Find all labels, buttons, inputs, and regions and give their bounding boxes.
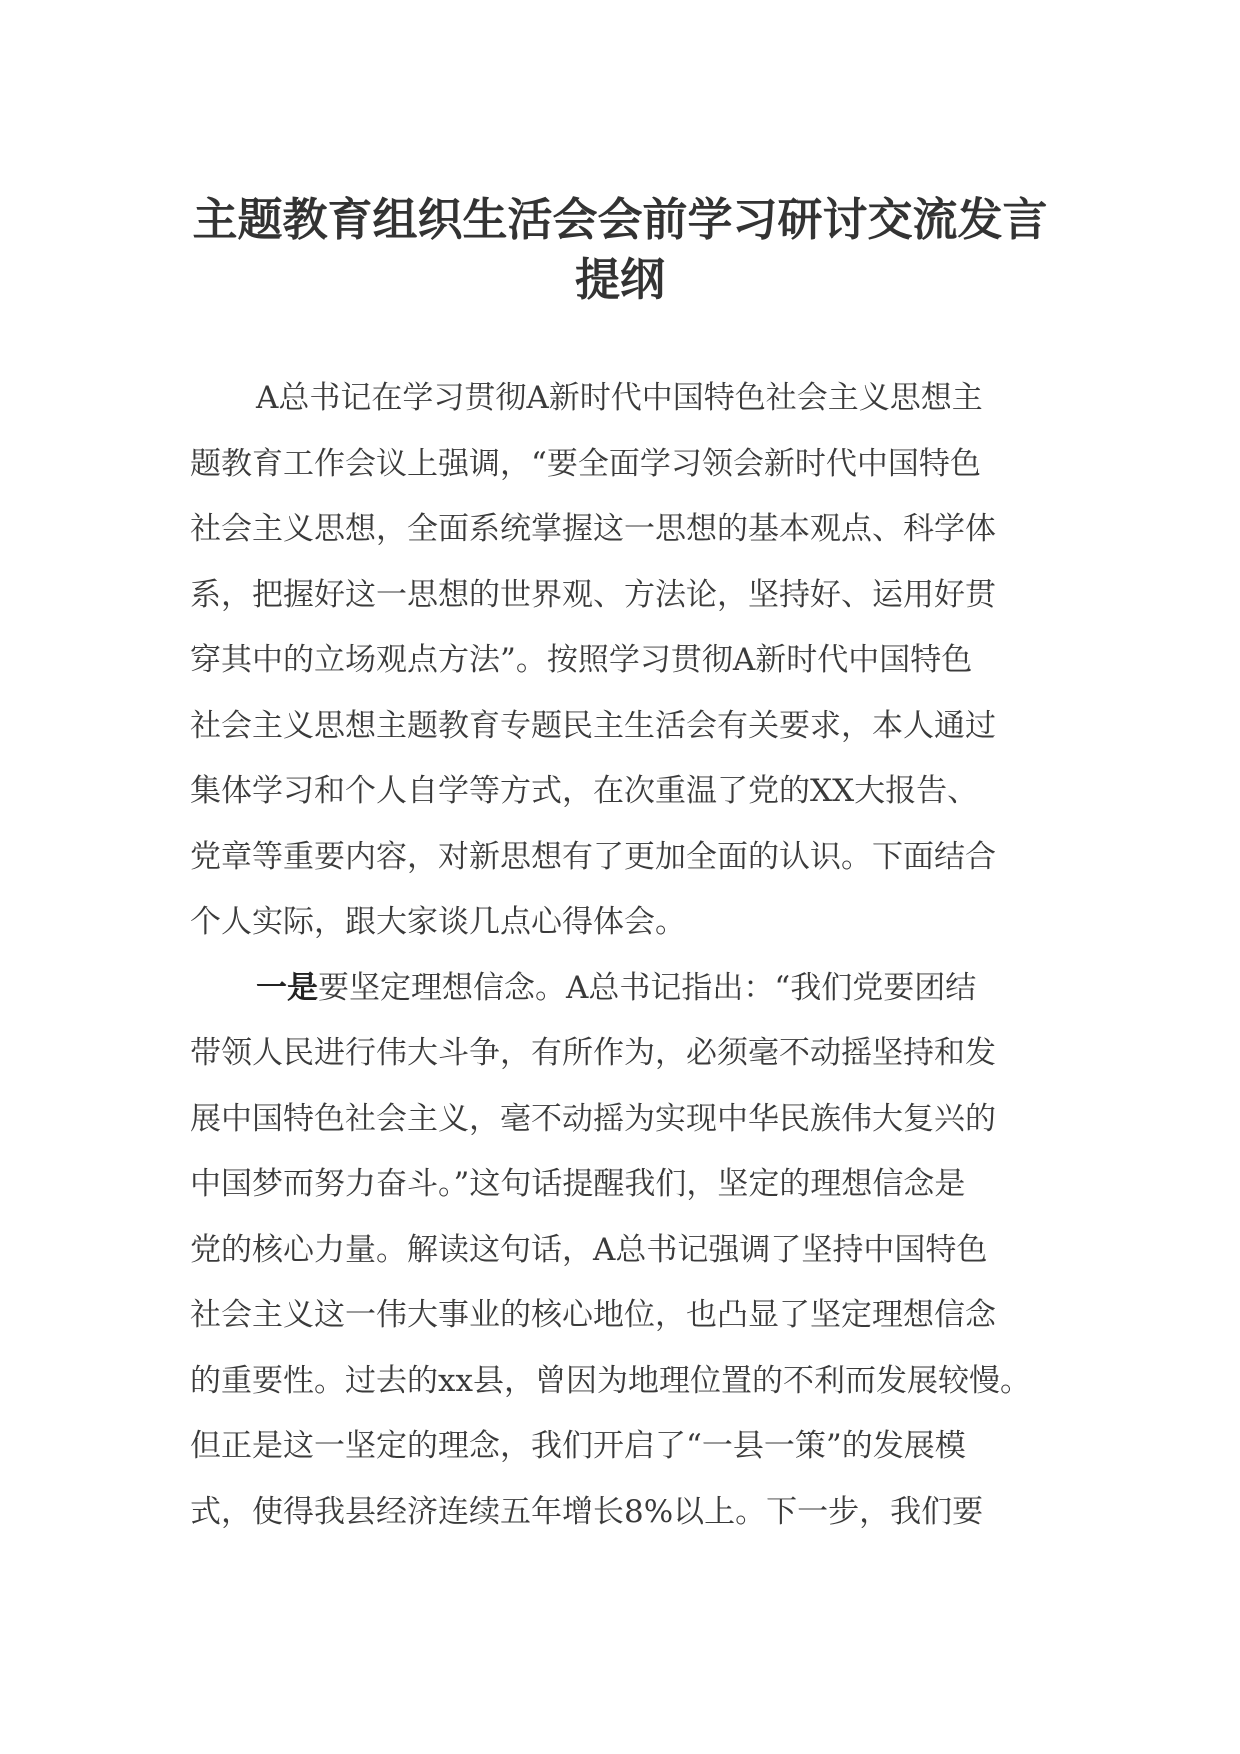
title-line-2: 提纲 xyxy=(574,253,665,306)
document-body xyxy=(190,366,1080,1545)
title-line-1: 主题教育组织生活会会前学习研讨交流发言 xyxy=(192,193,1048,246)
paragraph-line: 带领人民进行伟大斗争，有所作为，必须毫不动摇坚持和发 xyxy=(190,1035,996,1071)
paragraph-line: 党章等重要内容，对新思想有了更加全面的认识。下面结合 xyxy=(190,838,996,875)
paragraph-point-one xyxy=(190,956,1080,1546)
paragraph-line: A总书记在学习贯彻A新时代中国特色社会主义思想主 xyxy=(256,380,983,416)
paragraph-line: 穿其中的立场观点方法”。按照学习贯彻A新时代中国特色 xyxy=(190,642,973,678)
paragraph-line: 的重要性。过去的xx县，曾因为地理位置的不利而发展较慢。 xyxy=(190,1362,1031,1399)
paragraph-line: 集体学习和个人自学等方式，在次重温了党的XX大报告、 xyxy=(190,773,979,809)
point-lead-label: 一是 xyxy=(256,969,318,1006)
paragraph-line: 但正是这一坚定的理念，我们开启了“一县一策”的发展模 xyxy=(190,1428,966,1464)
paragraph-line: 系，把握好这一思想的世界观、方法论，坚持好、运用好贯 xyxy=(190,576,996,613)
paragraph-line: 社会主义思想，全面系统掌握这一思想的基本观点、科学体 xyxy=(190,511,996,547)
paragraph-first-line-text: 要坚定理想信念。A总书记指出：“我们党要团结 xyxy=(318,969,977,1006)
paragraph-line: 社会主义思想主题教育专题民主生活会有关要求，本人通过 xyxy=(190,707,996,744)
paragraph-line: 中国梦而努力奋斗。”这句话提醒我们，坚定的理想信念是 xyxy=(190,1166,966,1202)
paragraph-line: 题教育工作会议上强调，“要全面学习领会新时代中国特色 xyxy=(190,445,981,482)
paragraph-first-line xyxy=(190,956,1080,1022)
paragraph-line: 党的核心力量。解读这句话，A总书记强调了坚持中国特色 xyxy=(190,1231,988,1268)
document-title xyxy=(150,190,1090,310)
paragraph-line: 个人实际，跟大家谈几点心得体会。 xyxy=(190,904,686,940)
paragraph-line: 式，使得我县经济连续五年增长8%以上。下一步，我们要 xyxy=(190,1493,984,1530)
paragraph-intro xyxy=(190,366,1080,956)
paragraph-line: 社会主义这一伟大事业的核心地位，也凸显了坚定理想信念 xyxy=(190,1297,996,1333)
paragraph-line: 展中国特色社会主义，毫不动摇为实现中华民族伟大复兴的 xyxy=(190,1100,996,1137)
